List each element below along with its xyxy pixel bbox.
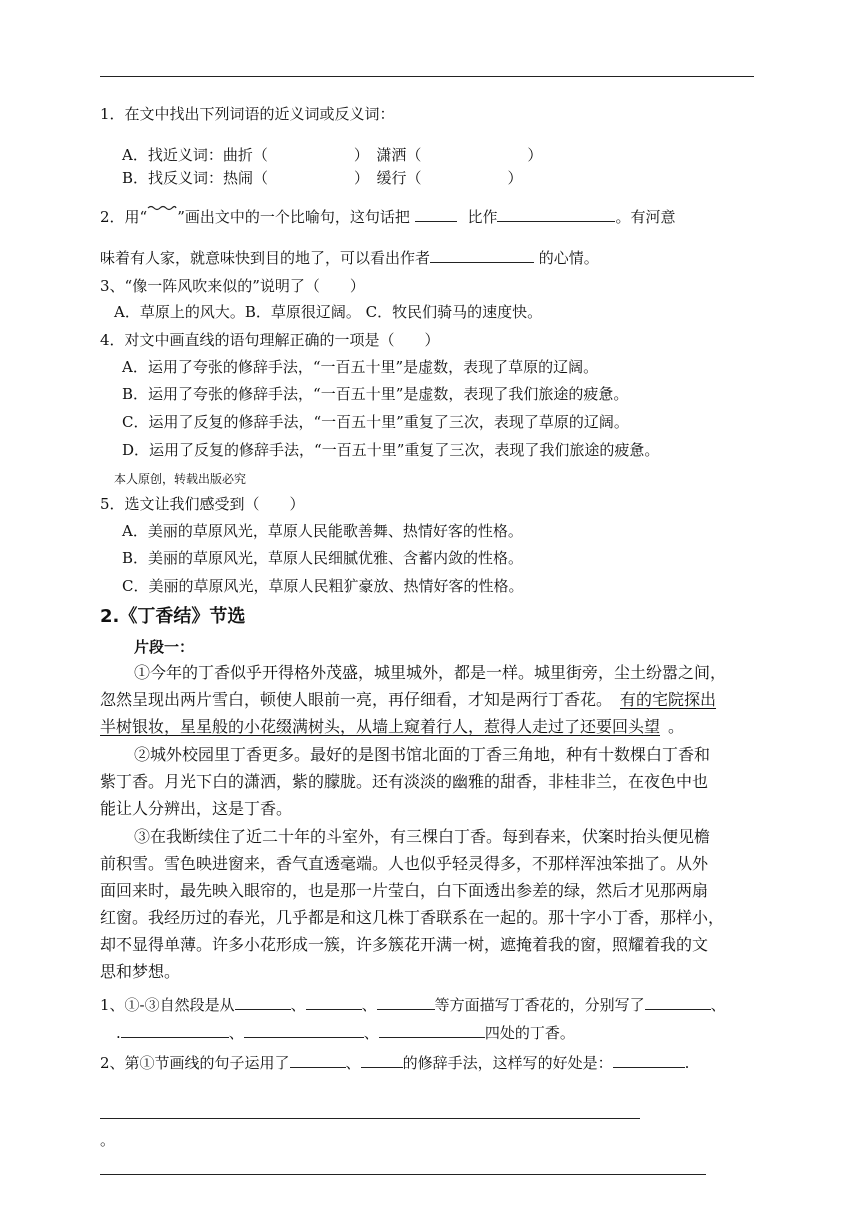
q2-line1: 2．用“ ”画出文中的一个比喻句，这句话把 比作 。有河意: [100, 205, 675, 227]
q6-blank-7[interactable]: [379, 1021, 485, 1038]
q6-blank-5[interactable]: [121, 1021, 229, 1038]
q7-blank-3[interactable]: [613, 1051, 685, 1068]
answer-line-2[interactable]: [100, 1174, 706, 1175]
q2-blank-1[interactable]: [415, 205, 457, 222]
para1-line3: 半树银妆，星星般的小花缀满树头，从墙上窥着行人，惹得人走过了还要回头望 。: [100, 717, 685, 736]
q3-stem: 3、“像一阵风吹来似的”说明了（ ）: [100, 277, 365, 295]
section-title: 2.《丁香结》节选: [100, 606, 246, 627]
q1-option-a: A．找近义词：曲折（ ） 潇洒（ ）: [122, 146, 543, 164]
q4-option-b: B．运用了夸张的修辞手法，“一百五十里”是虚数，表现了我们旅途的疲惫。: [122, 385, 629, 403]
q2-blank-2[interactable]: [497, 205, 615, 222]
q6-line1: 1、①-③自然段是从 、 、 等方面描写丁香花的，分别写了 、: [100, 993, 726, 1015]
q4-option-a: A．运用了夸张的修辞手法，“一百五十里”是虚数，表现了草原的辽阔。: [122, 358, 599, 376]
wavy-underline-icon: [147, 205, 177, 215]
end-mark: 。: [100, 1131, 116, 1149]
para3-line6: 思和梦想。: [100, 962, 181, 981]
q7-blank-1[interactable]: [290, 1051, 346, 1068]
para1-line2: 忽然呈现出两片雪白，顿使人眼前一亮，再仔细看，才知是两行丁香花。 有的宅院探出: [100, 690, 717, 709]
top-rule: [100, 76, 754, 77]
q5-option-b: B．美丽的草原风光，草原人民细腻优雅、含蓄内敛的性格。: [122, 549, 524, 567]
q3-options: A．草原上的风大。B．草原很辽阔。 C．牧民们骑马的速度快。: [114, 303, 543, 321]
q2-line2: 味着有人家，就意味快到目的地了，可以看出作者 的心情。: [100, 246, 599, 268]
para1-line1: ①今年的丁香似乎开得格外茂盛，城里城外，都是一样。城里街旁，尘土纷嚣之间，: [134, 663, 727, 682]
para3-line4: 红窗。我经历过的春光，几乎都是和这几株丁香联系在一起的。那十字小丁香，那样小，: [100, 908, 725, 927]
underlined-sentence-end: 半树银妆，星星般的小花缀满树头，从墙上窥着行人，惹得人走过了还要回头望: [100, 717, 661, 736]
q4-option-c: C．运用了反复的修辞手法，“一百五十里”重复了三次，表现了草原的辽阔。: [122, 413, 629, 431]
q6-blank-6[interactable]: [244, 1021, 364, 1038]
q7-line1: 2、第①节画线的句子运用了 、 的修辞手法，这样写的好处是： .: [100, 1051, 689, 1073]
para3-line1: ③在我断续住了近二十年的斗室外，有三棵白丁香。每到春来，伏案时抬头便见檐: [134, 827, 711, 846]
q5-option-c: C．美丽的草原风光，草原人民粗犷豪放、热情好客的性格。: [122, 577, 524, 595]
q6-blank-3[interactable]: [377, 993, 435, 1010]
q2-blank-3[interactable]: [430, 246, 534, 263]
para3-line2: 前积雪。雪色映进窗来，香气直透毫端。人也似乎轻灵得多，不那样浑浊笨拙了。从外: [100, 854, 709, 873]
q4-option-d: D．运用了反复的修辞手法，“一百五十里”重复了三次，表现了我们旅途的疲惫。: [122, 441, 660, 459]
fragment-label: 片段一：: [134, 638, 195, 656]
q1-option-b: B．找反义词：热闹（ ） 缓行（ ）: [122, 169, 523, 187]
q6-line2: . 、 、 四处的丁香。: [116, 1021, 575, 1043]
q6-blank-1[interactable]: [235, 993, 291, 1010]
q6-blank-4[interactable]: [645, 993, 711, 1010]
q4-stem: 4．对文中画直线的语句理解正确的一项是（ ）: [100, 331, 440, 349]
para2-line2: 紫丁香。月光下白的潇洒，紫的朦胧。还有淡淡的幽雅的甜香，非桂非兰，在夜色中也: [100, 772, 709, 791]
q7-blank-2[interactable]: [361, 1051, 403, 1068]
q5-option-a: A．美丽的草原风光，草原人民能歌善舞、热情好客的性格。: [122, 522, 523, 540]
answer-line-1[interactable]: [100, 1118, 640, 1119]
copyright-note: 本人原创，转载出版必究: [114, 472, 247, 486]
q6-blank-2[interactable]: [306, 993, 362, 1010]
q5-stem: 5．选文让我们感受到（ ）: [100, 495, 305, 513]
para2-line3: 能让人分辨出，这是丁香。: [100, 799, 293, 818]
q1-stem: 1．在文中找出下列词语的近义词或反义词：: [100, 105, 395, 123]
underlined-sentence-start: 有的宅院探出: [620, 690, 717, 709]
para3-line3: 面回来时，最先映入眼帘的，也是那一片莹白，白下面透出参差的绿，然后才见那两扇: [100, 881, 709, 900]
para3-line5: 却不显得单薄。许多小花形成一簇，许多簇花开满一树，遮掩着我的窗，照耀着我的文: [100, 935, 709, 954]
para2-line1: ②城外校园里丁香更多。最好的是图书馆北面的丁香三角地，种有十数棵白丁香和: [134, 745, 711, 764]
